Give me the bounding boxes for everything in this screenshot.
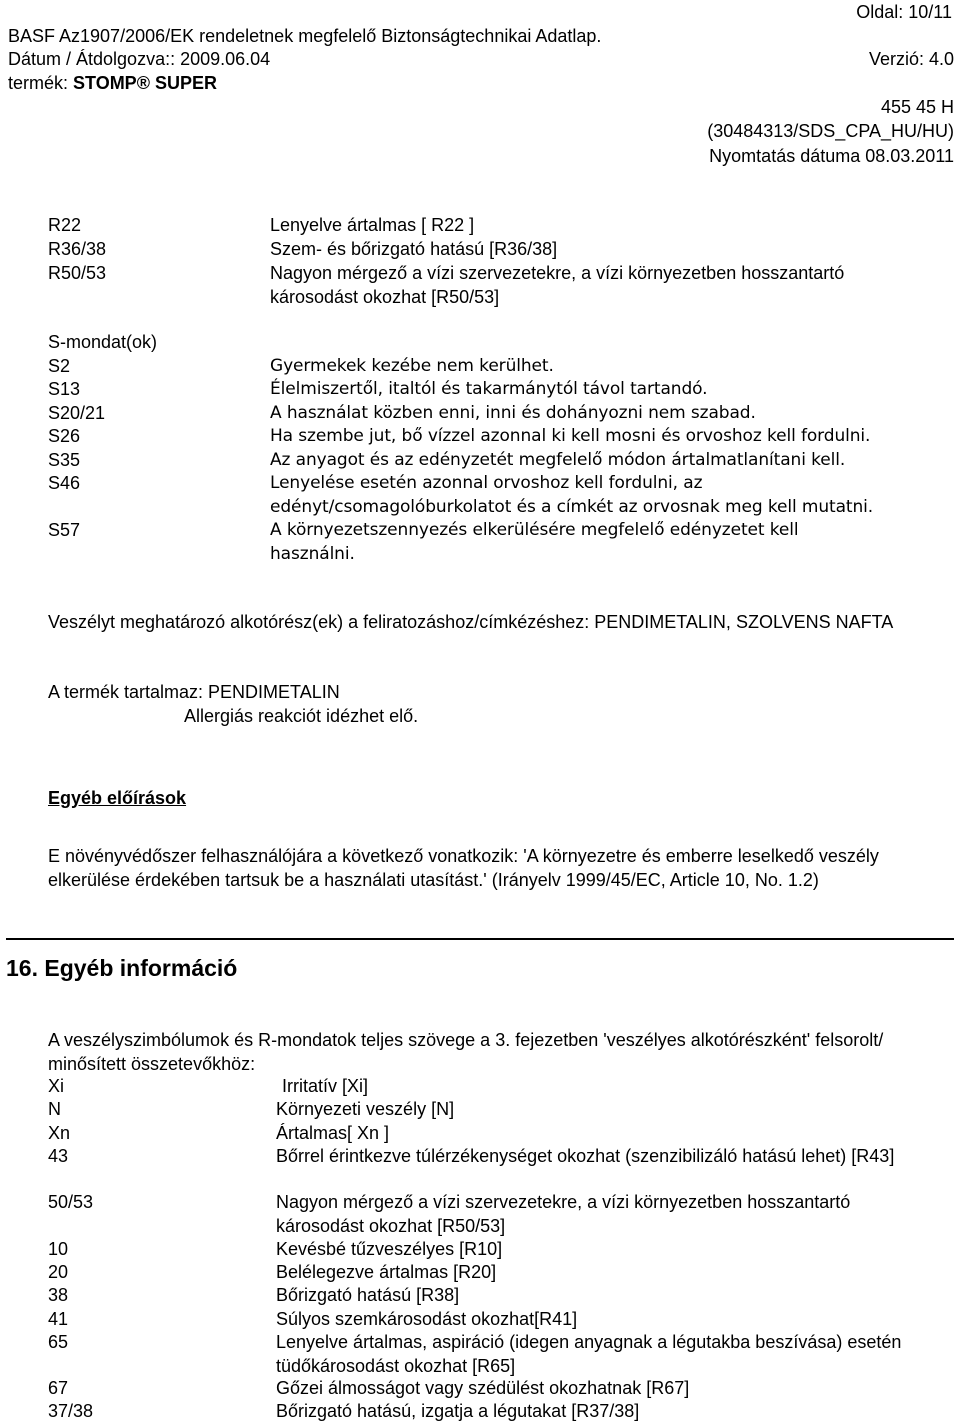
other-regulations-heading: Egyéb előírások: [48, 788, 187, 808]
s-phrases-heading: S-mondat(ok): [48, 332, 158, 352]
symbol-code: 65: [48, 1332, 69, 1352]
s-code: S46: [48, 473, 81, 493]
s-text: Lenyelése esetén azonnal orvoshoz kell fordulni, az edényt/csomagolóburkolatot és a címkét az orvosnak meg kell mutatni.: [270, 473, 874, 517]
version: Verzió: 4.0: [868, 49, 954, 69]
section-16-intro: A veszélyszimbólumok és R-mondatok teljes szövege a 3. fejezetben 'veszélyes alkotórészként' felsorolt/ minősített összetevőkhöz:: [48, 1030, 884, 1074]
symbol-code: Xn: [48, 1123, 71, 1143]
s-text: Az anyagot és az edényzetét megfelelő módon ártalmatlanítani kell.: [270, 450, 846, 470]
product-code: 455 45 H: [880, 97, 954, 117]
section-16-title: 16. Egyéb információ: [6, 955, 238, 981]
s-text: A használat közben enni, inni és dohányozni nem szabad.: [270, 403, 756, 423]
s-code: S26: [48, 426, 81, 446]
symbol-code: 67: [48, 1378, 69, 1398]
document-id: (30484313/SDS_CPA_HU/HU): [707, 121, 954, 141]
symbol-text: Lenyelve ártalmas, aspiráció (idegen anyagnak a légutakba beszívása) esetén tüdőkárosodást okozhat [R65]: [276, 1332, 902, 1376]
symbol-text: Nagyon mérgező a vízi szervezetekre, a vízi környezetben hosszantartó károsodást okozhat [R50/53]: [276, 1192, 851, 1236]
symbol-text: Súlyos szemkárosodást okozhat[R41]: [276, 1309, 578, 1329]
symbol-text: Kevésbé tűzveszélyes [R10]: [276, 1239, 503, 1259]
product-line: [8, 72, 217, 94]
symbol-code: 43: [48, 1146, 69, 1166]
r-code: R50/53: [48, 263, 107, 283]
symbol-text: Irritatív [Xi]: [282, 1076, 369, 1096]
s-text: Ha szembe jut, bő vízzel azonnal ki kell mosni és orvoshoz kell fordulni.: [270, 426, 871, 446]
s-code: S57: [48, 520, 81, 540]
allergy-line: Allergiás reakciót idézhet elő.: [184, 706, 419, 726]
symbol-code: 37/38: [48, 1401, 94, 1421]
symbol-code: 41: [48, 1309, 69, 1329]
section-divider: [6, 938, 954, 940]
document-title: BASF Az1907/2006/EK rendeletnek megfelelő Biztonságtechnikai Adatlap.: [8, 26, 602, 46]
product-prefix: termék:: [8, 73, 74, 93]
symbol-code: N: [48, 1099, 61, 1119]
other-regulations-text: E növényvédőszer felhasználójára a következő vonatkozik: 'A környezetre és emberre leselkedő veszély elkerülése érdekében tartsuk be a használati utasítást.' (Irányelv 1999/45/EC, Article 10, No. 1.2): [48, 846, 879, 890]
symbol-text: Ártalmas[ Xn ]: [276, 1123, 390, 1143]
s-text: Gyermekek kezébe nem kerülhet.: [270, 356, 554, 376]
s-text: A környezetszennyezés elkerülésére megfelelő edényzetet kell használni.: [270, 520, 799, 564]
r-code: R22: [48, 215, 82, 235]
symbol-text: Környezeti veszély [N]: [276, 1099, 455, 1119]
s-code: S35: [48, 450, 81, 470]
symbol-code: 38: [48, 1285, 69, 1305]
contains-line: A termék tartalmaz: PENDIMETALIN: [48, 682, 340, 702]
symbol-code: Xi: [48, 1076, 65, 1096]
symbol-text: Belélegezve ártalmas [R20]: [276, 1262, 497, 1282]
product-name: STOMP® SUPER: [73, 73, 217, 93]
s-code: S20/21: [48, 403, 106, 423]
symbol-text: Gőzei álmosságot vagy szédülést okozhatnak [R67]: [276, 1378, 690, 1398]
s-code: S13: [48, 379, 81, 399]
s-text: Élelmiszertől, italtól és takarmánytól távol tartandó.: [270, 379, 708, 399]
revision-date: Dátum / Átdolgozva:: 2009.06.04: [8, 49, 271, 69]
symbol-text: Bőrrel érintkezve túlérzékenységet okozhat (szenzibilizáló hatású lehet) [R43]: [276, 1146, 895, 1166]
symbol-code: 50/53: [48, 1192, 94, 1212]
page-number: Oldal: 10/11: [856, 2, 952, 22]
symbol-text: Bőrizgató hatású [R38]: [276, 1285, 460, 1305]
r-text: Lenyelve ártalmas [ R22 ]: [270, 215, 475, 235]
print-date: Nyomtatás dátuma 08.03.2011: [709, 146, 954, 166]
r-text: Nagyon mérgező a vízi szervezetekre, a vízi környezetben hosszantartó károsodást okozhat [R50/53]: [270, 263, 845, 307]
symbol-code: 10: [48, 1239, 69, 1259]
r-text: Szem- és bőrizgató hatású [R36/38]: [270, 239, 558, 259]
hazard-components: Veszélyt meghatározó alkotórész(ek) a feliratozáshoz/címkézéshez: PENDIMETALIN, SZOLVENS NAFTA: [48, 612, 894, 632]
symbol-code: 20: [48, 1262, 69, 1282]
r-code: R36/38: [48, 239, 107, 259]
s-code: S2: [48, 356, 71, 376]
symbol-text: Bőrizgató hatású, izgatja a légutakat [R37/38]: [276, 1401, 640, 1421]
